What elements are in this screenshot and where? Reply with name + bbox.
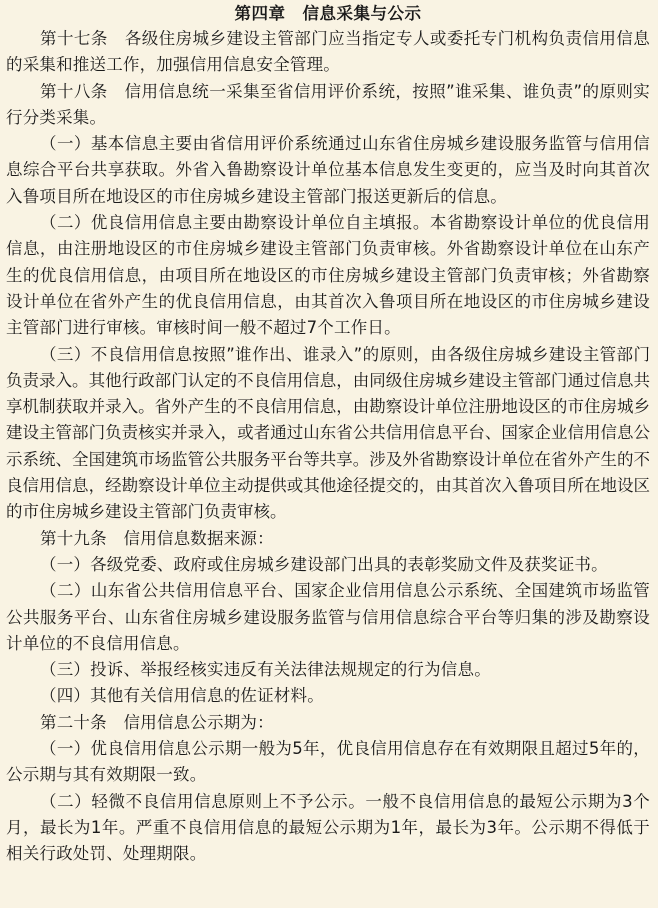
article-20: 第二十条 信用信息公示期为： [40,712,274,732]
chapter-title: 第四章 信息采集与公示 [234,4,422,23]
article-19-item-1: （一）各级党委、政府或住房城乡建设部门出具的表彰奖励文件及获奖证书。 [40,554,608,574]
article-19-item-3: （三）投诉、举报经核实违反有关法律法规规定的行为信息。 [40,660,491,680]
article-20-item-2: （二）轻微不良信用信息原则上不予公示。一般不良信用信息的最短公示期为3个月，最长为1年。严重不良信用信息的最短公示期为1年，最长为3年。公示期不得低于相关行政处罚、处理期限。 [6,791,650,864]
article-18-item-3: （三）不良信用信息按照”谁作出、谁录入”的原则，由各级住房城乡建设主管部门负责录入。其他行政部门认定的不良信用信息，由同级住房城乡建设主管部门通过信息共享机制获取并录入。省外产生的不良信用信息，由勘察设计单位注册地设区的市住房城乡建设主管部门负责核实并录入，或者通过山东省公共信用信息平台、国家企业信用信息公示系统、全国建筑市场监管公共服务平台等共享。涉及外省勘察设计单位在省外产生的不良信用信息，经勘察设计单位主动提供或其他途径提交的，由其首次入鲁项目所在地设区的市住房城乡建设主管部门负责审核。 [6,344,650,522]
article-19-item-2: （二）山东省公共信用信息平台、国家企业信用信息公示系统、全国建筑市场监管公共服务平台、山东省住房城乡建设服务监管与信用信息综合平台等归集的涉及勘察设计单位的不良信用信息。 [6,581,650,653]
article-18-item-1: （一）基本信息主要由省信用评价系统通过山东省住房城乡建设服务监管与信用信息综合平台共享获取。外省入鲁勘察设计单位基本信息发生变更的，应当及时向其首次入鲁项目所在地设区的市住房城乡建设主管部门报送更新后的信息。 [6,134,650,206]
article-17: 第十七条 各级住房城乡建设主管部门应当指定专人或委托专门机构负责信用信息的采集和推送工作，加强信用信息安全管理。 [6,29,650,75]
article-19-item-4: （四）其他有关信用信息的佐证材料。 [40,686,324,706]
article-19: 第十九条 信用信息数据来源： [40,528,274,548]
article-20-item-1: （一）优良信用信息公示期一般为5年，优良信用信息存在有效期限且超过5年的，公示期与其有效期限一致。 [6,739,650,785]
article-18-item-2: （二）优良信用信息主要由勘察设计单位自主填报。本省勘察设计单位的优良信用信息，由注册地设区的市住房城乡建设主管部门负责审核。外省勘察设计单位在山东产生的优良信用信息，由项目所在地设区的市住房城乡建设主管部门负责审核；外省勘察设计单位在省外产生的优良信用信息，由其首次入鲁项目所在地设区的市住房城乡建设主管部门进行审核。审核时间一般不超过7个工作日。 [6,213,650,338]
article-18: 第十八条 信用信息统一采集至省信用评价系统，按照”谁采集、谁负责”的原则实行分类采集。 [6,81,650,127]
